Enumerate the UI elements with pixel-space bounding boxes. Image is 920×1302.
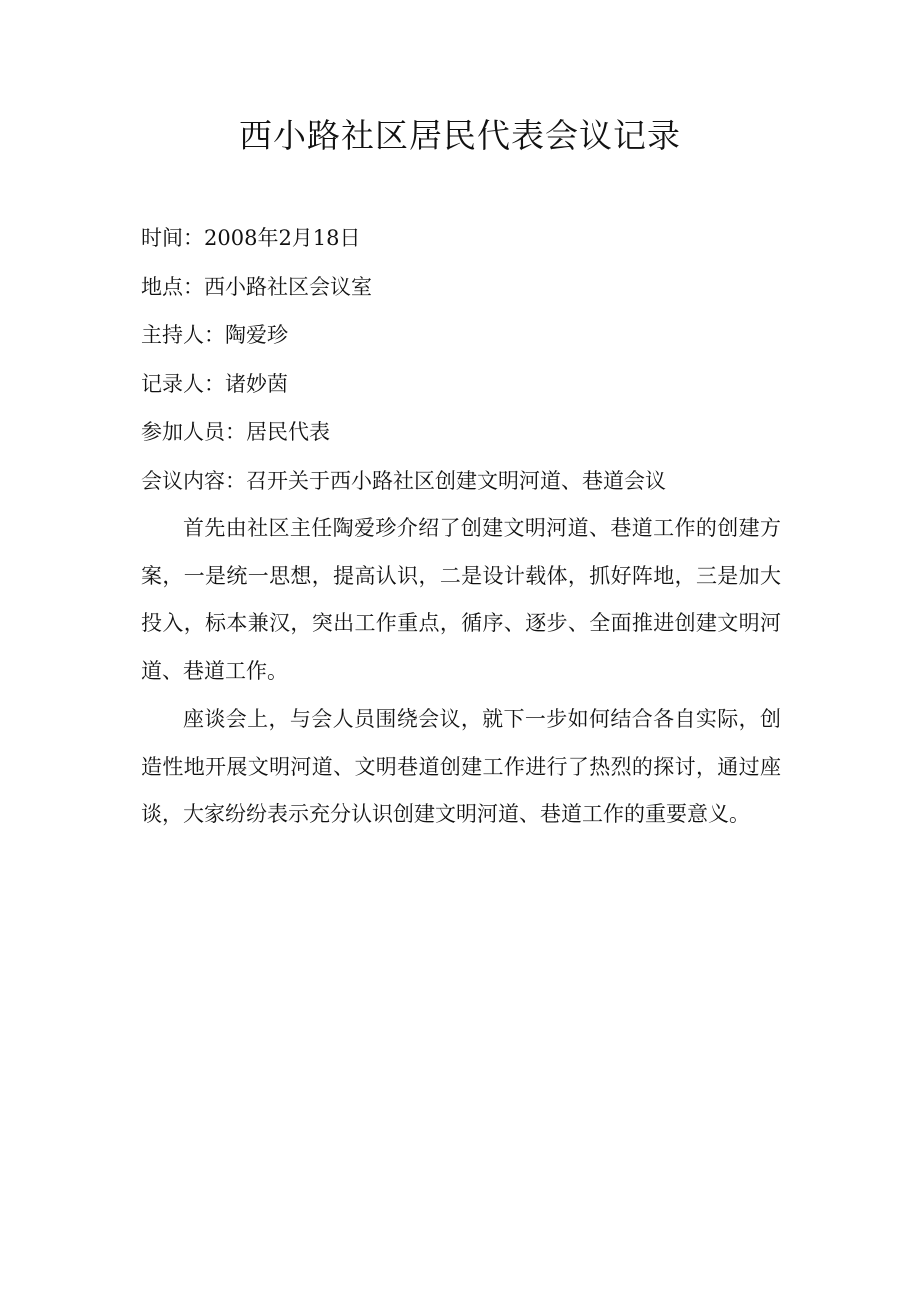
document-title: 西小路社区居民代表会议记录 xyxy=(239,116,681,155)
meeting-content: 会议内容：召开关于西小路社区创建文明河道、巷道会议 xyxy=(141,468,666,493)
meeting-info xyxy=(141,214,801,505)
body-paragraph-1: 首先由社区主任陶爱珍介绍了创建文明河道、巷道工作的创建方案，一是统一思想，提高认识，二是设计载体，抓好阵地，三是加大投入，标本兼汉，突出工作重点，循序、逐步、全面推进创建文明河道、巷道工作。 xyxy=(141,516,781,684)
meeting-host: 主持人：陶爱珍 xyxy=(141,323,288,347)
meeting-attendees: 参加人员：居民代表 xyxy=(141,420,330,444)
meeting-recorder: 记录人：诸妙茵 xyxy=(141,371,288,396)
body-paragraph-2: 座谈会上，与会人员围绕会议，就下一步如何结合各自实际，创造性地开展文明河道、文明巷道创建工作进行了热烈的探讨，通过座谈，大家纷纷表示充分认识创建文明河道、巷道工作的重要意义。 xyxy=(141,706,781,827)
meeting-place: 地点：西小路社区会议室 xyxy=(141,274,372,299)
meeting-body xyxy=(141,505,781,839)
meeting-time: 时间：2008年2月18日 xyxy=(141,226,361,250)
